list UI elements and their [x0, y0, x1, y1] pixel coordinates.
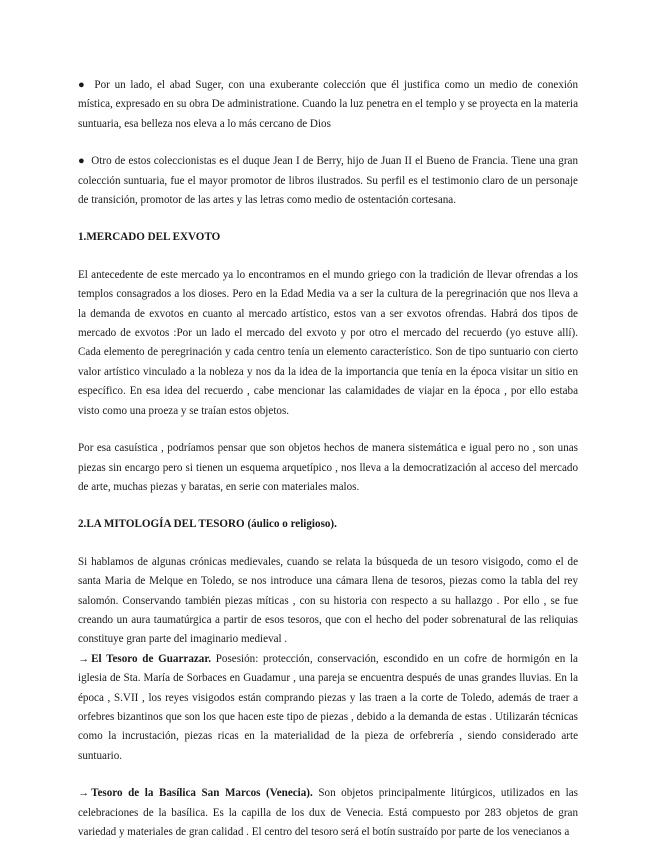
paragraph-suger	[78, 76, 578, 134]
bullet-icon: ●	[78, 79, 87, 91]
paragraph-san-marcos	[78, 784, 578, 842]
section-heading-mitologia: 2.LA MITOLOGÍA DEL TESORO (áulico o religioso).	[78, 518, 337, 531]
paragraph-casuistica: Por esa casuística , podríamos pensar que son objetos hechos de manera sistemática e igual pero no , son unas piezas sin encargo pero si tienen un esquema arquetípico , nos lleva a la democratización al acceso del mercado de arte, muchas piezas y baratas, en serie con materiales malos.	[78, 442, 578, 493]
section-heading-exvoto: 1.MERCADO DEL EXVOTO	[78, 231, 221, 244]
document-page	[78, 76, 578, 842]
paragraph-text: Por un lado, el abad Suger, con una exuberante colección que él justifica como un medio de conexión mística, expresado en su obra De administratione. Cuando la luz penetra en el templo y se proyecta en la materia suntuaria, esa belleza nos eleva a lo más cercano de Dios	[78, 79, 579, 130]
treasure-title: El Tesoro de Guarrazar.	[91, 652, 212, 665]
paragraph-berry	[78, 152, 578, 210]
paragraph-text: Otro de estos coleccionistas es el duque Jean I de Berry, hijo de Juan II el Bueno de Francia. Tiene una gran colección suntuaria, fue el mayor promotor de libros ilustrados. Su perfil es el testimonio claro de un personaje de transición, promotor de las artes y las letras como medio de ostentación cortesana.	[78, 155, 579, 207]
paragraph-text: Posesión: protección, conservación, escondido en un cofre de hormigón en la iglesia de Sta. María de Sorbaces en Guadamur , una pareja se encuentra después de unas grandes lluvias. En la época , S.VII , los reyes visigodos están comprando piezas y las traen a la corte de Toledo, además de traer a orfebres bizantinos que son los que hacen este tipo de piezas , debido a la demanda de estas . Utilizarán técnicas como la incrustación, piezas ricas en la materialidad de la pieza de orfebrería , siendo considerado arte suntuario.	[78, 652, 578, 762]
arrow-right-icon: →	[78, 787, 90, 800]
arrow-right-icon: →	[78, 652, 90, 665]
bullet-icon: ●	[78, 155, 86, 168]
paragraph-guarrazar	[78, 650, 578, 766]
paragraph-text: Son objetos principalmente litúrgicos, utilizados en las celebraciones de la basílica. Es la capilla de los dux de Venecia. Está compuesto por 283 objetos de gran variedad y materiales de gran calidad . El centro del tesoro será el botín sustraído por parte de los venecianos a	[78, 787, 578, 838]
treasure-title: Tesoro de la Basílica San Marcos (Venecia).	[91, 787, 313, 800]
paragraph-cronicas: Si hablamos de algunas crónicas medievales, cuando se relata la búsqueda de un tesoro visigodo, como el de santa Maria de Melque en Toledo, se nos introduce una cámara llena de tesoros, piezas como la tabla del rey salomón. Conservando también piezas míticas , con su historia con respecto a su hallazgo . Por ello , se fue creando un aura taumatúrgica a partir de esos tesoros, que con el hecho del poder sobrenatural de las reliquias constituye gran parte del imaginario medieval .	[78, 555, 578, 646]
paragraph-exvoto-antecedente: El antecedente de este mercado ya lo encontramos en el mundo griego con la tradición de llevar ofrendas a los templos consagrados a los dioses. Pero en la Edad Media va a ser la cultura de la peregrinación que nos lleva a la demanda de exvotos en cuanto al mercado artístico, estos van a ser exvotos ofrendas. Habrá dos tipos de mercado de exvotos :Por un lado el mercado del exvoto y por otro el mercado del recuerdo (yo estuve allí). Cada elemento de peregrinación y cada centro tenía un elemento característico. Son de tipo suntuario con cierto valor artístico vinculado a la nobleza y nos da la idea de la importancia que tenía en la época visitar un sitio en específico. En esa idea del recuerdo , cabe mencionar las calamidades de viajar en la época , por ello estaba visto como una proeza y se traían estos objetos.	[78, 268, 578, 417]
